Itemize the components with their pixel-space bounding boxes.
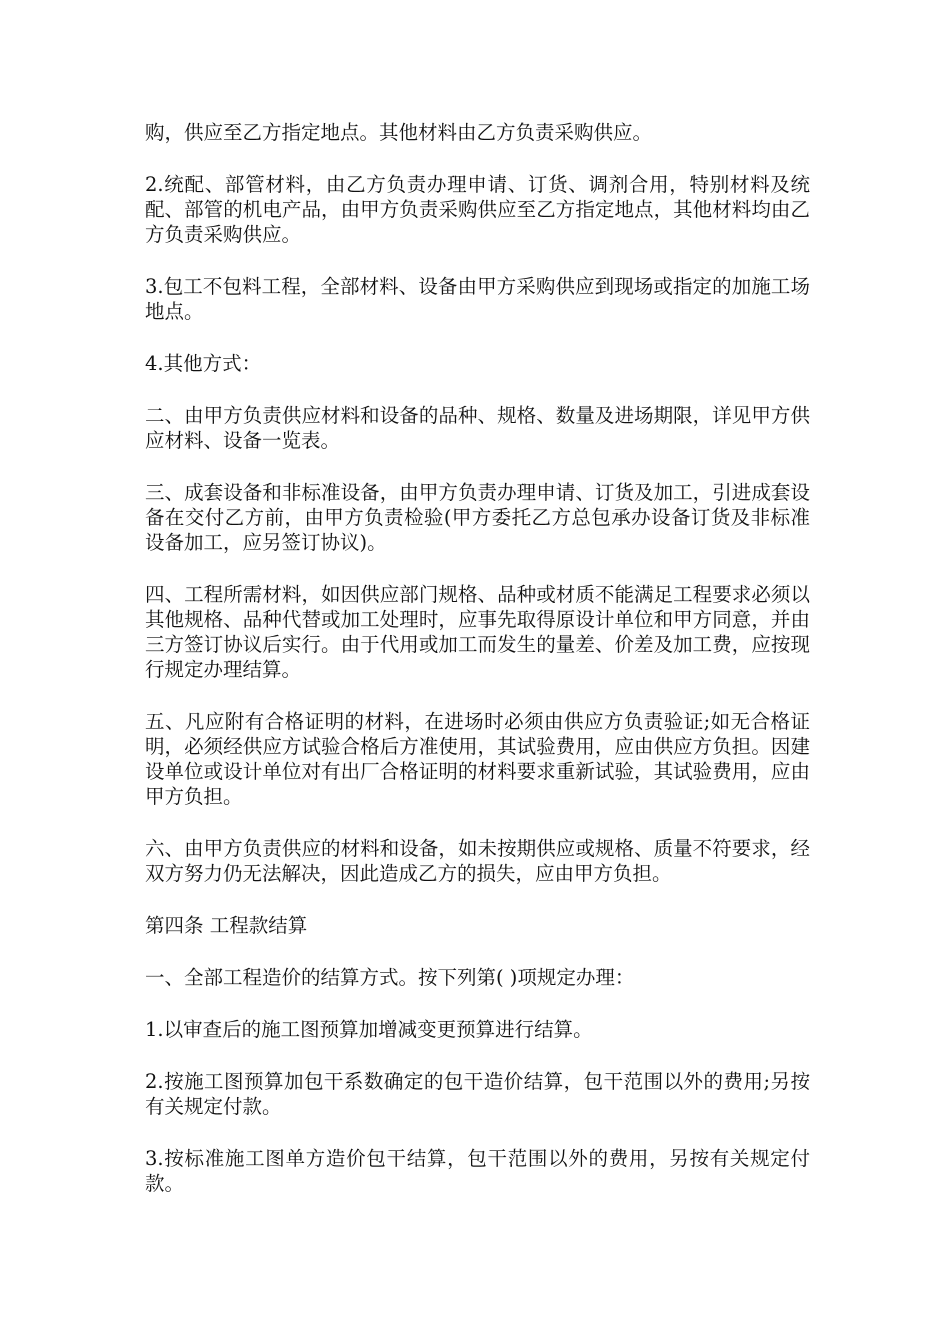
paragraph-settlement-option-3: 3.按标准施工图单方造价包干结算，包干范围以外的费用，另按有关规定付款。 xyxy=(145,1147,810,1195)
document-body xyxy=(145,120,810,1223)
paragraph-clause-4-material-substitution: 四、工程所需材料，如因供应部门规格、品种或材质不能满足工程要求必须以其他规格、品种代替或加工处理时，应事先取得原设计单位和甲方同意，并由三方签订协议后实行。由于代用或加工而发生的量差、价差及加工费，应按现行规定办理结算。 xyxy=(145,583,810,681)
paragraph-settlement-option-1: 1.以审查后的施工图预算加增减变更预算进行结算。 xyxy=(145,1018,593,1041)
paragraph-clause-6-supply-failure: 六、由甲方负责供应的材料和设备，如未按期供应或规格、质量不符要求，经双方努力仍无法解决，因此造成乙方的损失，应由甲方负担。 xyxy=(145,837,810,885)
paragraph-item-2-allocated-materials: 2.统配、部管材料，由乙方负责办理申请、订货、调剂合用，特别材料及统配、部管的机电产品，由甲方负责采购供应至乙方指定地点，其他材料均由乙方负责采购供应。 xyxy=(145,173,810,246)
paragraph-supply-continued: 购，供应至乙方指定地点。其他材料由乙方负责采购供应。 xyxy=(145,121,653,144)
paragraph-clause-2-material-list: 二、由甲方负责供应材料和设备的品种、规格、数量及进场期限，详见甲方供应材料、设备一览表。 xyxy=(145,404,810,452)
article-4-heading: 第四条 工程款结算 xyxy=(145,914,308,937)
paragraph-settlement-method: 一、全部工程造价的结算方式。按下列第( )项规定办理： xyxy=(145,966,635,989)
paragraph-item-3-labor-only: 3.包工不包料工程，全部材料、设备由甲方采购供应到现场或指定的加施工场地点。 xyxy=(145,275,810,323)
paragraph-clause-5-certification: 五、凡应附有合格证明的材料，在进场时必须由供应方负责验证;如无合格证明，必须经供应方试验合格后方准使用，其试验费用，应由供应方负担。因建设单位或设计单位对有出厂合格证明的材料要求重新试验，其试验费用，应由甲方负担。 xyxy=(145,710,810,808)
paragraph-clause-3-complete-equipment: 三、成套设备和非标准设备，由甲方负责办理申请、订货及加工，引进成套设备在交付乙方前，由甲方负责检验(甲方委托乙方总包承办设备订货及非标准设备加工，应另签订协议)。 xyxy=(145,481,810,554)
paragraph-item-4-other-methods: 4.其他方式： xyxy=(145,352,262,375)
paragraph-settlement-option-2: 2.按施工图预算加包干系数确定的包干造价结算，包干范围以外的费用;另按有关规定付款。 xyxy=(145,1070,810,1118)
